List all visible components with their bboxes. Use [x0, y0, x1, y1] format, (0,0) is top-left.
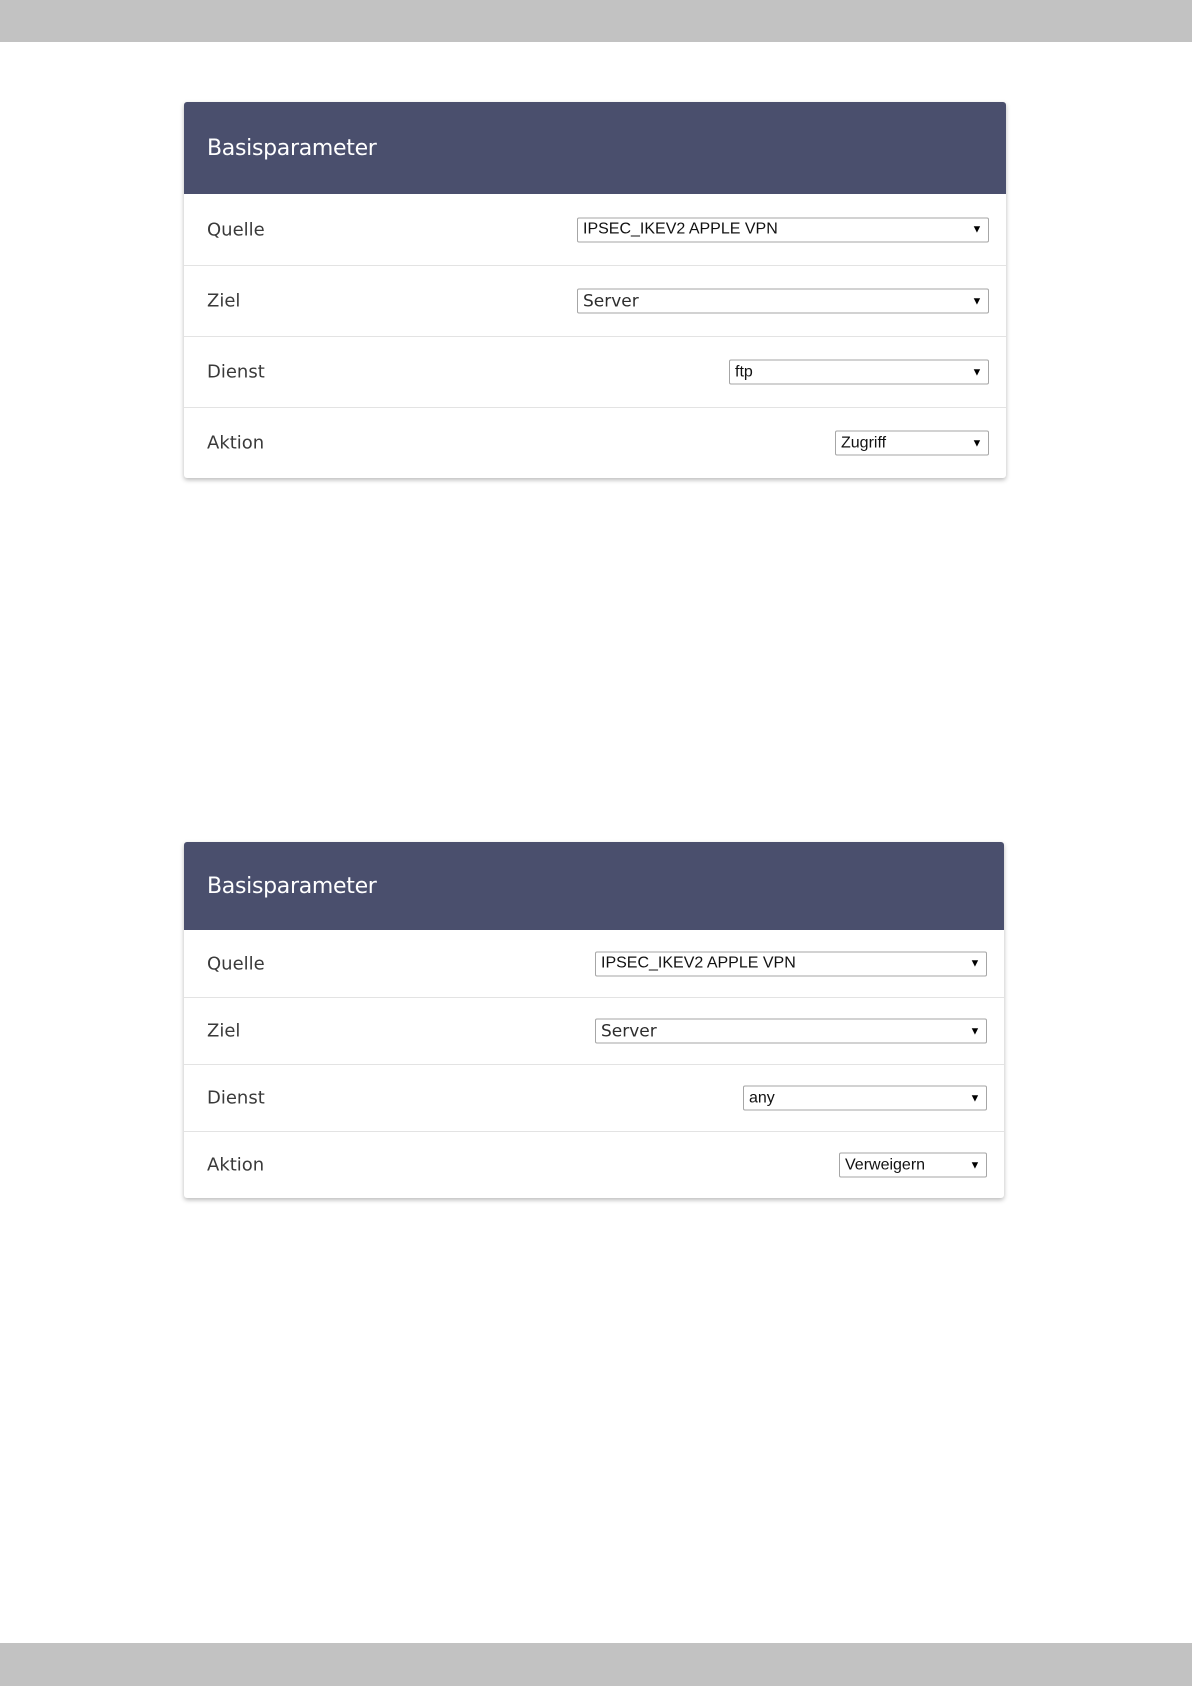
- quelle-select-value: IPSEC_IKEV2 APPLE VPN: [601, 954, 796, 972]
- bottom-page-bar: [0, 1643, 1192, 1686]
- top-page-bar: [0, 0, 1192, 42]
- ziel-select[interactable]: [595, 1019, 987, 1044]
- quelle-label: Quelle: [207, 953, 265, 974]
- dropdown-arrow-icon: ▼: [971, 295, 983, 307]
- row-dienst: [184, 336, 1006, 407]
- aktion-label: Aktion: [207, 432, 265, 454]
- quelle-label: Quelle: [207, 219, 265, 240]
- quelle-select-value: IPSEC_IKEV2 APPLE VPN: [583, 220, 778, 238]
- basisparameter-panel-1: [184, 102, 1006, 478]
- panel-title: Basisparameter: [184, 842, 1004, 930]
- row-quelle: [184, 930, 1004, 997]
- dienst-select[interactable]: [743, 1086, 987, 1111]
- aktion-select-value: Zugriff: [841, 434, 887, 451]
- ziel-select-value: Server: [583, 291, 639, 311]
- dienst-select-value: any: [749, 1089, 775, 1106]
- dropdown-arrow-icon: ▼: [969, 1025, 981, 1037]
- ziel-select-value: Server: [601, 1021, 657, 1041]
- row-dienst: [184, 1064, 1004, 1131]
- aktion-label: Aktion: [207, 1154, 265, 1176]
- quelle-select[interactable]: [577, 217, 989, 242]
- row-ziel: [184, 997, 1004, 1064]
- dropdown-arrow-icon: ▼: [971, 223, 983, 236]
- row-quelle: [184, 194, 1006, 265]
- aktion-select[interactable]: [835, 431, 989, 456]
- dienst-select[interactable]: [729, 360, 989, 385]
- dienst-label: Dienst: [207, 1087, 265, 1109]
- dienst-select-value: ftp: [735, 363, 753, 380]
- dienst-label: Dienst: [207, 361, 265, 383]
- dropdown-arrow-icon: ▼: [969, 1159, 981, 1171]
- ziel-label: Ziel: [207, 1020, 241, 1042]
- aktion-select-value: Verweigern: [845, 1156, 926, 1173]
- row-aktion: [184, 1131, 1004, 1198]
- panel-title: Basisparameter: [184, 102, 1006, 194]
- basisparameter-panel-2: [184, 842, 1004, 1198]
- row-ziel: [184, 265, 1006, 336]
- dropdown-arrow-icon: ▼: [971, 437, 983, 449]
- quelle-select[interactable]: [595, 951, 987, 976]
- dropdown-arrow-icon: ▼: [971, 366, 983, 378]
- aktion-select[interactable]: [839, 1153, 987, 1178]
- row-aktion: [184, 407, 1006, 478]
- ziel-select[interactable]: [577, 289, 989, 314]
- dropdown-arrow-icon: ▼: [969, 957, 981, 970]
- dropdown-arrow-icon: ▼: [969, 1092, 981, 1104]
- ziel-label: Ziel: [207, 290, 241, 312]
